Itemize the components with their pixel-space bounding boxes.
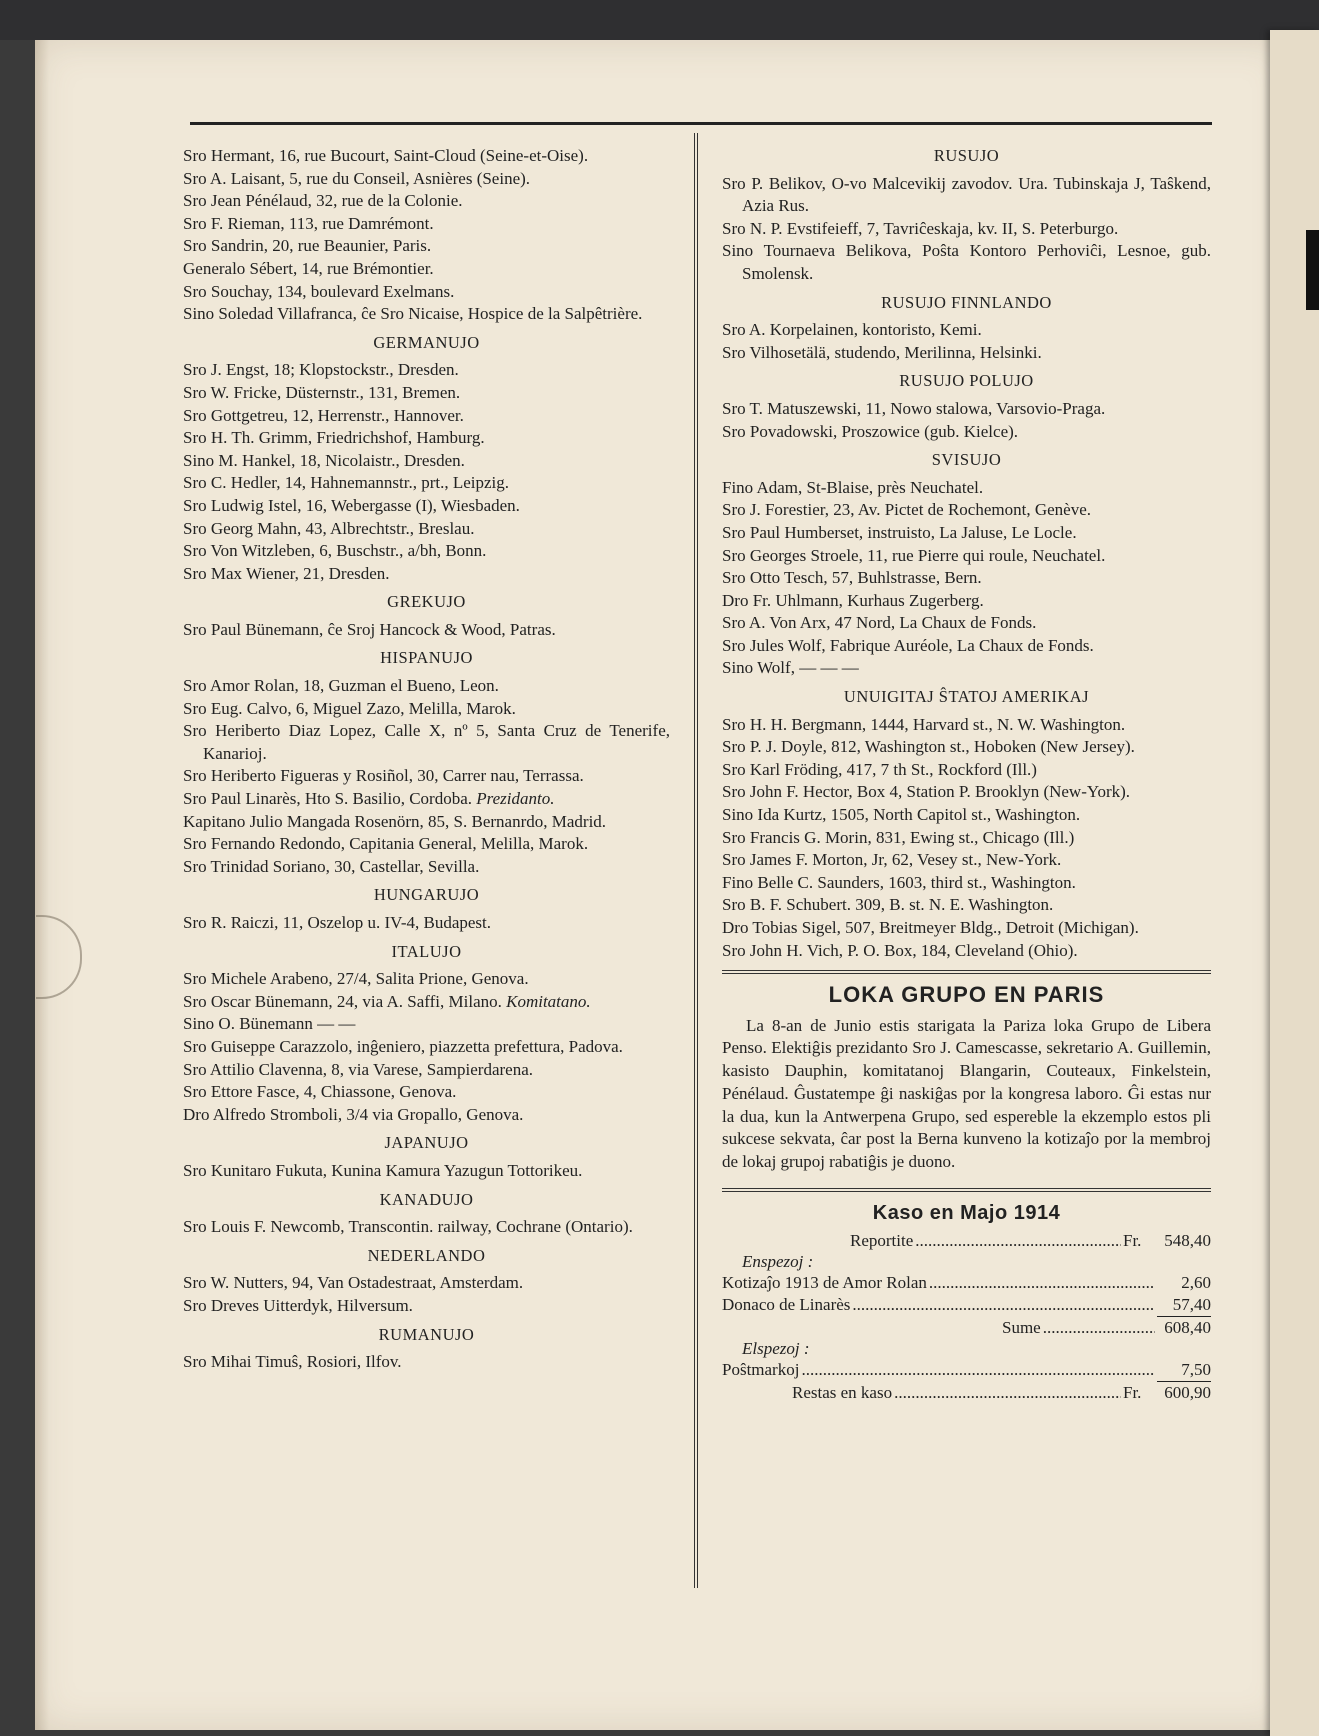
address-entry-text: Sro H. Th. Grimm, Friedrichshof, Hamburg.: [183, 428, 485, 448]
address-entry: [722, 590, 1211, 613]
ledger-currency: Fr.: [1123, 1231, 1142, 1251]
address-entry: [183, 427, 670, 450]
address-entry-text: Fino Belle C. Saunders, 1603, third st., Washington.: [722, 872, 1076, 892]
address-entry: [183, 1036, 670, 1059]
ledger-row-reportite: [722, 1230, 1211, 1252]
address-entry-text: Sro T. Matuszewski, 11, Nowo stalowa, Varsovio-Praga.: [722, 398, 1106, 418]
address-entry-text: Sro N. P. Evstifeieff, 7, Tavriĉeskaja, kv. II, S. Peterburgo.: [722, 218, 1119, 238]
address-entry-text: Sro C. Hedler, 14, Hahnemannstr., prt., Leipzig.: [183, 473, 510, 493]
ledger-amount: 600,90: [1164, 1383, 1211, 1403]
adjacent-page-edge: [1270, 30, 1319, 1736]
address-entry-text: Sro Max Wiener, 21, Dresden.: [183, 563, 390, 583]
ledger-leader-dots: [894, 1382, 1121, 1404]
ledger-currency: Fr.: [1123, 1383, 1142, 1403]
address-entry-text: Sro Amor Rolan, 18, Guzman el Bueno, Leon.: [183, 676, 499, 696]
address-entry: [183, 811, 670, 834]
address-entry: [183, 788, 670, 811]
address-entry-text: Sro Oscar Bünemann, 24, via A. Saffi, Milano.: [183, 991, 502, 1011]
address-entry: [722, 940, 1211, 963]
address-entry: [183, 303, 670, 326]
article-title: LOKA GRUPO EN PARIS: [828, 982, 1105, 1008]
address-entry-text: Sro A. Korpelainen, kontoristo, Kemi.: [722, 320, 982, 340]
address-entry: [722, 545, 1211, 568]
address-entry-text: Sro P. J. Doyle, 812, Washington st., Hoboken (New Jersey).: [722, 737, 1135, 757]
address-entry: [722, 781, 1211, 804]
address-entry: [183, 518, 670, 541]
ledger-row-expense: [722, 1359, 1211, 1382]
address-entry-text: Sro Dreves Uitterdyk, Hilversum.: [183, 1295, 413, 1315]
address-entry-text: Sro Ettore Fasce, 4, Chiassone, Genova.: [183, 1082, 457, 1102]
ledger-amount: 7,50: [1157, 1359, 1211, 1382]
expense-subheading: Elspezoj :: [742, 1339, 810, 1359]
country-heading: [183, 884, 670, 907]
address-entry-text: Sro W. Nutters, 94, Van Ostadestraat, Amsterdam.: [183, 1273, 524, 1293]
adjacent-page-black-block: [1306, 230, 1319, 310]
country-heading-text: KANADUJO: [379, 1189, 474, 1209]
ledger-label: Poŝtmarkoj: [722, 1360, 800, 1380]
country-heading: [722, 292, 1211, 315]
address-entry-text: Sro Attilio Clavenna, 8, via Varese, Sampierdarena.: [183, 1059, 533, 1079]
address-entry-text: Dro Tobias Sigel, 507, Breitmeyer Bldg., Detroit (Michigan).: [722, 918, 1139, 937]
address-entry: [183, 912, 670, 935]
country-heading: [183, 941, 670, 964]
address-entry-text: Sro A. Laisant, 5, rue du Conseil, Asnières (Seine).: [183, 168, 531, 188]
address-entry: [722, 635, 1211, 658]
article-loka-grupo: [722, 984, 1211, 1174]
address-entry: [722, 173, 1211, 218]
address-entry: [183, 540, 670, 563]
address-entry-text: Dro Alfredo Stromboli, 3/4 via Gropallo, Genova.: [183, 1104, 524, 1124]
address-entry-text: Sro James F. Morton, Jr, 62, Vesey st., New-York.: [722, 850, 1062, 870]
address-entry-text: Sro R. Raiczi, 11, Oszelop u. IV-4, Budapest.: [183, 913, 492, 932]
address-entry-text: Sro Louis F. Newcomb, Transcontin. railway, Cochrane (Ontario).: [183, 1217, 633, 1237]
country-heading-text: ITALUJO: [391, 941, 462, 961]
country-heading: [183, 591, 670, 614]
address-entry-text: Sro Souchay, 134, boulevard Exelmans.: [183, 281, 455, 301]
ledger-label: Sume: [1002, 1318, 1041, 1338]
address-entry: [722, 872, 1211, 895]
country-heading: [183, 647, 670, 670]
address-entry-text: Sro John F. Hector, Box 4, Station P. Brooklyn (New-York).: [722, 782, 1131, 802]
top-rule: [190, 122, 1212, 125]
country-heading-text: UNUIGITAJ ŜTATOJ AMERIKAJ: [843, 687, 1090, 707]
address-entry-text: Sino Ida Kurtz, 1505, North Capitol st., Washington.: [722, 805, 1081, 825]
address-entry-text: Kapitano Julio Mangada Rosenörn, 85, S. Bernanrdo, Madrid.: [183, 811, 607, 831]
right-column-address-list: [722, 145, 1211, 962]
income-subheading: Enspezoj :: [742, 1252, 814, 1272]
ledger-label: Restas en kaso: [792, 1383, 893, 1403]
address-entry-text: Sro John H. Vich, P. O. Box, 184, Cleveland (Ohio).: [722, 940, 1078, 960]
address-entry: [722, 612, 1211, 635]
address-entry-text: Sro Paul Bünemann, ĉe Sroj Hancock & Wood, Patras.: [183, 619, 556, 639]
country-heading: [722, 145, 1211, 168]
country-heading: [183, 1189, 670, 1212]
ledger-leader-dots: [915, 1230, 1121, 1252]
address-entry: [722, 894, 1211, 917]
country-heading-text: RUSUJO POLUJO: [899, 371, 1034, 391]
ledger-row-sum: [722, 1317, 1211, 1339]
address-entry: [722, 567, 1211, 590]
address-entry-text: Sino M. Hankel, 18, Nicolaistr., Dresden.: [183, 450, 465, 470]
address-entry: [183, 1081, 670, 1104]
address-entry: [183, 1351, 670, 1374]
address-entry-text: Sro Georges Stroele, 11, rue Pierre qui roule, Neuchatel.: [722, 545, 1106, 565]
address-entry-text: Sro Sandrin, 20, rue Beaunier, Paris.: [183, 236, 432, 256]
address-entry-text: Sro Jules Wolf, Fabrique Auréole, La Chaux de Fonds.: [722, 635, 1094, 655]
address-entry-text: Generalo Sébert, 14, rue Brémontier.: [183, 258, 434, 278]
cash-report-title: Kaso en Majo 1914: [872, 1201, 1061, 1224]
address-entry-text: Sro Heriberto Diaz Lopez, Calle X, nº 5, Santa Cruz de Tenerife, Kanarioj.: [183, 721, 670, 763]
address-entry-text: Sro Paul Humberset, instruisto, La Jaluse, Le Locle.: [722, 522, 1077, 542]
country-heading: [183, 1245, 670, 1268]
address-entry-text: Sino Tournaeva Belikova, Poŝta Kontoro Perhoviĉi, Lesnoe, gub. Smolensk.: [722, 241, 1211, 283]
address-entry: [722, 827, 1211, 850]
address-entry: [183, 1216, 670, 1239]
address-entry: [183, 563, 670, 586]
address-entry: [722, 218, 1211, 241]
address-entry-text: Sro B. F. Schubert. 309, B. st. N. E. Washington.: [722, 895, 1054, 915]
address-entry: [722, 736, 1211, 759]
address-entry: [183, 720, 670, 765]
address-entry: [183, 472, 670, 495]
country-heading: [183, 1324, 670, 1347]
country-heading-text: HISPANUJO: [380, 648, 473, 668]
country-heading-text: GREKUJO: [387, 592, 466, 612]
address-entry: [183, 1059, 670, 1082]
address-entry: [722, 342, 1211, 365]
address-entry-text: Fino Adam, St-Blaise, près Neuchatel.: [722, 477, 984, 497]
ledger-amount: 548,40: [1164, 1231, 1211, 1251]
section-double-rule: [722, 1188, 1211, 1192]
address-entry: [722, 759, 1211, 782]
address-entry: [722, 421, 1211, 444]
address-entry: [183, 213, 670, 236]
ledger-leader-dots: [801, 1359, 1155, 1381]
country-heading-text: RUMANUJO: [378, 1324, 475, 1344]
address-entry-text: Sro Otto Tesch, 57, Buhlstrasse, Bern.: [722, 568, 982, 588]
address-entry-text: Sro Fernando Redondo, Capitania General, Melilla, Marok.: [183, 834, 589, 854]
address-entry-text: Sino Wolf, — — —: [722, 658, 859, 678]
address-entry-text: Sro Guiseppe Carazzolo, inĝeniero, piazzetta prefettura, Padova.: [183, 1036, 623, 1056]
address-entry: [183, 450, 670, 473]
address-entry-text: Sino O. Bünemann — —: [183, 1014, 356, 1034]
country-heading-text: HUNGARUJO: [373, 885, 480, 905]
address-entry-text: Sro Mihai Timuŝ, Rosiori, Ilfov.: [183, 1352, 402, 1372]
address-entry: [183, 675, 670, 698]
ledger-amount: 608,40: [1164, 1318, 1211, 1338]
address-entry: [183, 1013, 670, 1036]
address-entry: [183, 145, 670, 168]
ledger-leader-dots: [852, 1294, 1155, 1316]
column-divider: [694, 133, 698, 1588]
address-entry: [183, 405, 670, 428]
address-entry-text: Sro Ludwig Istel, 16, Webergasse (I), Wiesbaden.: [183, 495, 520, 515]
address-entry-text: Sro Paul Linarès, Hto S. Basilio, Cordoba.: [183, 789, 472, 809]
ledger-label: Kotizaĵo 1913 de Amor Rolan: [722, 1273, 927, 1293]
address-entry-text: Sro Gottgetreu, 12, Herrenstr., Hannover.: [183, 405, 464, 425]
country-heading: [722, 449, 1211, 472]
address-entry: [183, 495, 670, 518]
address-entry: [183, 968, 670, 991]
address-entry: [183, 698, 670, 721]
scanner-background: [0, 0, 1319, 40]
address-entry: [722, 804, 1211, 827]
address-entry: [183, 856, 670, 879]
ledger-leader-dots: [929, 1272, 1155, 1294]
address-entry: [183, 1160, 670, 1183]
address-entry-text: Sro Heriberto Figueras y Rosiñol, 30, Carrer nau, Terrassa.: [183, 766, 584, 786]
address-entry: [183, 258, 670, 281]
section-double-rule: [722, 970, 1211, 974]
address-entry-role: Komitatano.: [506, 991, 591, 1011]
ledger-leader-dots: [1043, 1317, 1155, 1339]
address-entry-text: Sro Eug. Calvo, 6, Miguel Zazo, Melilla, Marok.: [183, 698, 516, 718]
address-entry: [183, 619, 670, 642]
address-entry: [183, 382, 670, 405]
left-column-address-list: [183, 145, 670, 1374]
page-edge-shadow: [35, 40, 49, 1730]
ledger-row-balance: [722, 1382, 1211, 1404]
address-entry: [183, 765, 670, 788]
address-entry-text: Sro J. Engst, 18; Klopstockstr., Dresden.: [183, 360, 459, 380]
address-entry: [722, 477, 1211, 500]
address-entry: [722, 240, 1211, 285]
ledger-amount: 2,60: [1181, 1273, 1211, 1293]
address-entry: [722, 319, 1211, 342]
country-heading-text: SVISUJO: [931, 450, 1002, 470]
address-entry: [183, 168, 670, 191]
address-entry-text: Sro W. Fricke, Düsternstr., 131, Bremen.: [183, 382, 461, 402]
country-heading-text: JAPANUJO: [384, 1133, 469, 1153]
address-entry-text: Sro Trinidad Soriano, 30, Castellar, Sevilla.: [183, 856, 480, 876]
address-entry-text: Sro H. H. Bergmann, 1444, Harvard st., N. W. Washington.: [722, 714, 1126, 734]
address-entry: [183, 1295, 670, 1318]
country-heading: [183, 1132, 670, 1155]
ledger-label: Donaco de Linarès: [722, 1295, 851, 1315]
address-entry-text: Dro Fr. Uhlmann, Kurhaus Zugerberg.: [722, 590, 984, 610]
address-entry: [183, 833, 670, 856]
address-entry-text: Sro Jean Pénélaud, 32, rue de la Colonie.: [183, 191, 463, 211]
ledger-row-income: [722, 1272, 1211, 1294]
address-entry: [183, 190, 670, 213]
address-entry: [183, 359, 670, 382]
address-entry: [722, 499, 1211, 522]
ledger-label: Reportite: [850, 1231, 914, 1251]
address-entry-text: Sino Soledad Villafranca, ĉe Sro Nicaise, Hospice de la Salpêtrière.: [183, 304, 643, 324]
country-heading: [722, 370, 1211, 393]
address-entry: [722, 917, 1211, 940]
address-entry-text: Sro Povadowski, Proszowice (gub. Kielce).: [722, 421, 1019, 441]
right-column: [722, 145, 1211, 1404]
country-heading-text: NEDERLANDO: [367, 1245, 486, 1265]
address-entry-text: Sro A. Von Arx, 47 Nord, La Chaux de Fonds.: [722, 613, 1037, 633]
address-entry-text: Sro Francis G. Morin, 831, Ewing st., Chicago (Ill.): [722, 827, 1075, 847]
address-entry: [722, 849, 1211, 872]
address-entry: [183, 1104, 670, 1127]
address-entry-text: Sro P. Belikov, O-vo Malcevikij zavodov. Ura. Tubinskaja J, Taŝkend, Azia Rus.: [722, 173, 1211, 216]
address-entry: [722, 714, 1211, 737]
address-entry: [183, 235, 670, 258]
country-heading-text: GERMANUJO: [373, 332, 480, 352]
address-entry-text: Sro Vilhosetälä, studendo, Merilinna, Helsinki.: [722, 342, 1042, 362]
address-entry-role: Prezidanto.: [476, 789, 555, 809]
address-entry-text: Sro F. Rieman, 113, rue Damrémont.: [183, 213, 434, 233]
article-body: La 8-an de Junio estis starigata la Pariza loka Grupo de Libera Penso. Elektiĝis prezidanto Sro J. Camescasse, sekretario A. Guillemin, kasisto Dauphin, komitatanoj Blangarin, Couteaux, Finkelstein, Pénélaud. Ĝustatempe ĝi naskiĝas por la kongresa laboro. Ĝi estas nur la dua, kun la Antwerpena Grupo, sed espereble la ekzemplo estos pli sukcese sekvata, ĉar post la Berna kunveno la kotizaĵo por la membroj de lokaj grupoj rabatiĝis je duono.: [722, 1015, 1211, 1171]
address-entry-text: Sro J. Forestier, 23, Av. Pictet de Rochemont, Genève.: [722, 500, 1092, 520]
country-heading: [722, 686, 1211, 709]
address-entry-text: Sro Karl Fröding, 417, 7 th St., Rockford (Ill.): [722, 759, 1037, 779]
address-entry-text: Sro Kunitaro Fukuta, Kunina Kamura Yazugun Tottorikeu.: [183, 1160, 583, 1180]
address-entry-text: Sro Michele Arabeno, 27/4, Salita Prione, Genova.: [183, 969, 529, 989]
ledger-amount: 57,40: [1157, 1294, 1211, 1317]
ledger-row-income: [722, 1294, 1211, 1317]
address-entry: [183, 1272, 670, 1295]
address-entry: [183, 991, 670, 1014]
address-entry: [722, 398, 1211, 421]
address-entry-text: Sro Georg Mahn, 43, Albrechtstr., Breslau.: [183, 518, 475, 538]
address-entry: [722, 657, 1211, 680]
cash-report: [722, 1202, 1211, 1405]
country-heading-text: RUSUJO FINNLANDO: [881, 292, 1052, 312]
country-heading: [183, 332, 670, 355]
address-entry-text: Sro Von Witzleben, 6, Buschstr., a/bh, Bonn.: [183, 541, 487, 561]
country-heading-text: RUSUJO: [933, 146, 1000, 165]
address-entry: [183, 281, 670, 304]
address-entry: [722, 522, 1211, 545]
address-entry-text: Sro Hermant, 16, rue Bucourt, Saint-Cloud (Seine-et-Oise).: [183, 146, 589, 165]
